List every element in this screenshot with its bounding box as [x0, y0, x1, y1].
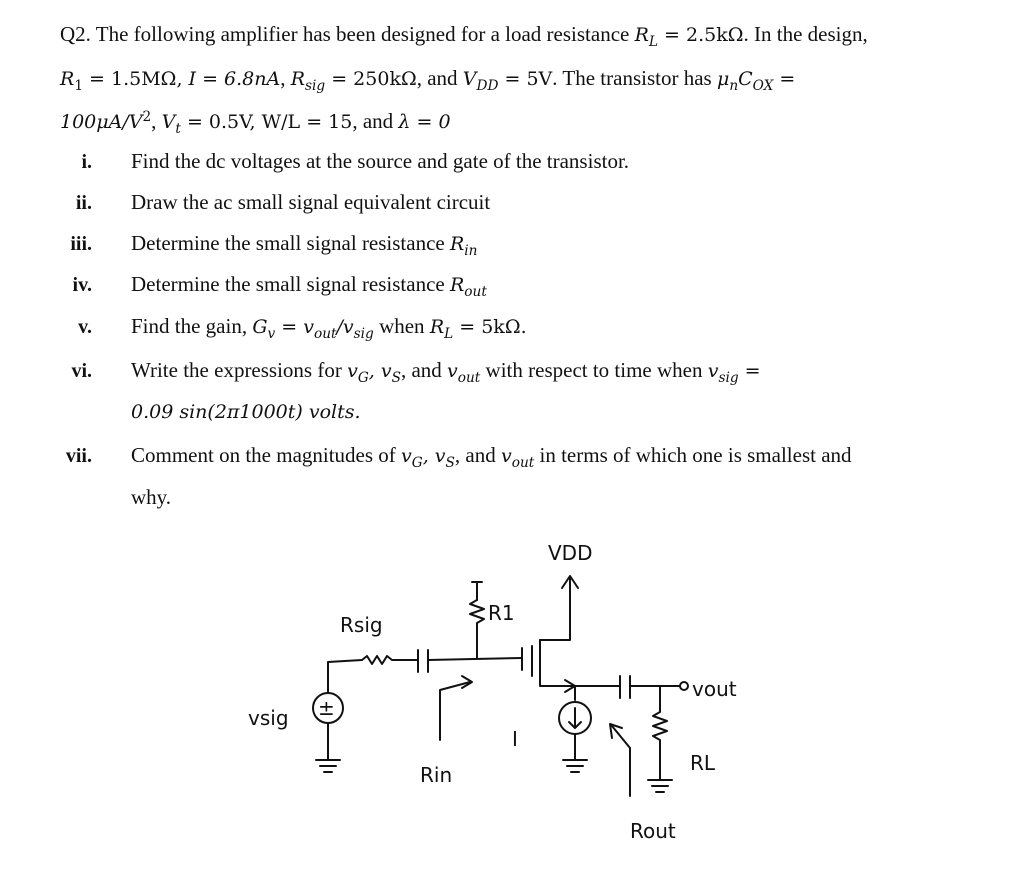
item-vi: Write the expressions for $v_G$, $v_S$, and $v_{out}$ with respect to time when $v_{sig}$ = — [131, 358, 761, 386]
item-number: vii. — [65, 445, 92, 467]
item-number: iv. — [72, 274, 92, 296]
rsig-value: = 250kΩ — [325, 68, 417, 90]
vdd-label: VDD — [548, 541, 593, 565]
rout-arrow — [612, 726, 630, 796]
i-label: I — [512, 727, 518, 751]
current-ground — [563, 734, 587, 772]
rl-ground — [648, 780, 672, 792]
rl-label: RL — [690, 751, 716, 775]
r1-resistor — [470, 600, 484, 658]
current-arrow — [569, 708, 581, 728]
r1-top — [472, 582, 482, 600]
rsig-symbol: $R_{sig}$ — [290, 68, 326, 94]
item-number: vi. — [71, 360, 92, 382]
vsig-label: vsig — [248, 706, 289, 730]
item-ii: Draw the ac small signal equivalent circuit — [131, 190, 491, 214]
item-number: i. — [81, 151, 92, 173]
vsig-plus-minus: ± — [318, 696, 335, 720]
question-line-2: $R_1 = 1.5M\Omega$, I = 6.8nA, $R_{sig} = 250k\Omega$, and $V_{DD} = 5V$. The transistor has $\mu_nC_{OX}$ = — [60, 66, 796, 94]
gate-plate — [522, 646, 532, 676]
lambda-value: λ = 0 — [398, 111, 451, 133]
rout-label: Rout — [630, 819, 676, 843]
item-number: iii. — [70, 233, 92, 255]
gate-node-wire — [428, 658, 522, 660]
item-v: Find the gain, $G_v = v_{out}/v_{sig}$ when $R_L = 5k\Omega$. — [131, 314, 527, 342]
item-vii: Comment on the magnitudes of $v_G$, $v_S$, and $v_{out}$ in terms of which one is smallest and — [131, 443, 852, 471]
vdd-symbol: $V_{DD}$ — [462, 68, 499, 94]
rin-arrow — [440, 682, 470, 740]
vt-value: = 0.5V, W/L = 15 — [180, 111, 353, 133]
mosfet-channel — [540, 640, 575, 700]
rsig-left-wire — [328, 660, 362, 692]
vdd-wire — [540, 578, 570, 640]
output-capacitor — [620, 676, 630, 698]
i-value: I = 6.8nA — [188, 68, 281, 90]
r1-symbol: $R_1$ — [60, 68, 84, 94]
r1-label: R1 — [488, 601, 515, 625]
intro-text: Q2. The following amplifier has been designed for a load resistance — [60, 22, 635, 46]
output-terminal — [680, 682, 688, 690]
rin-label: Rin — [420, 763, 453, 787]
input-capacitor — [418, 650, 428, 672]
item-iii: Determine the small signal resistance $R_{in}$ — [131, 231, 478, 259]
vsig-ground — [316, 723, 340, 772]
vdd-value: = 5V — [498, 68, 553, 90]
item-vi-continued: 0.09 sin(2π1000t) volts. — [131, 401, 361, 423]
intro-text-b: . In the design, — [743, 22, 868, 46]
rl-resistor — [653, 686, 667, 780]
item-number: v. — [78, 316, 92, 338]
item-vii-continued: why. — [131, 485, 172, 509]
item-iv: Determine the small signal resistance $R_{out}$ — [131, 272, 487, 300]
uncox-symbol: $\mu_nC_{OX}$ — [716, 68, 774, 94]
r1-value: = 1.5MΩ, — [83, 68, 189, 90]
rsig-label: Rsig — [340, 613, 383, 637]
vt-symbol: $V_t$ — [161, 111, 181, 137]
question-line-3: $100\mu A/V^2$, $V_t = 0.5V$, W/L = 15, and λ = 0 — [60, 109, 451, 137]
rl-symbol: $R_L$ — [634, 24, 659, 50]
uncox-value: $100\mu A/V^2$ — [60, 109, 152, 133]
item-number: ii. — [75, 192, 92, 214]
rsig-resistor — [362, 656, 418, 664]
rl-value: = 2.5kΩ — [658, 24, 744, 46]
vout-label: vout — [692, 677, 737, 701]
item-i: Find the dc voltages at the source and gate of the transistor. — [131, 149, 630, 173]
